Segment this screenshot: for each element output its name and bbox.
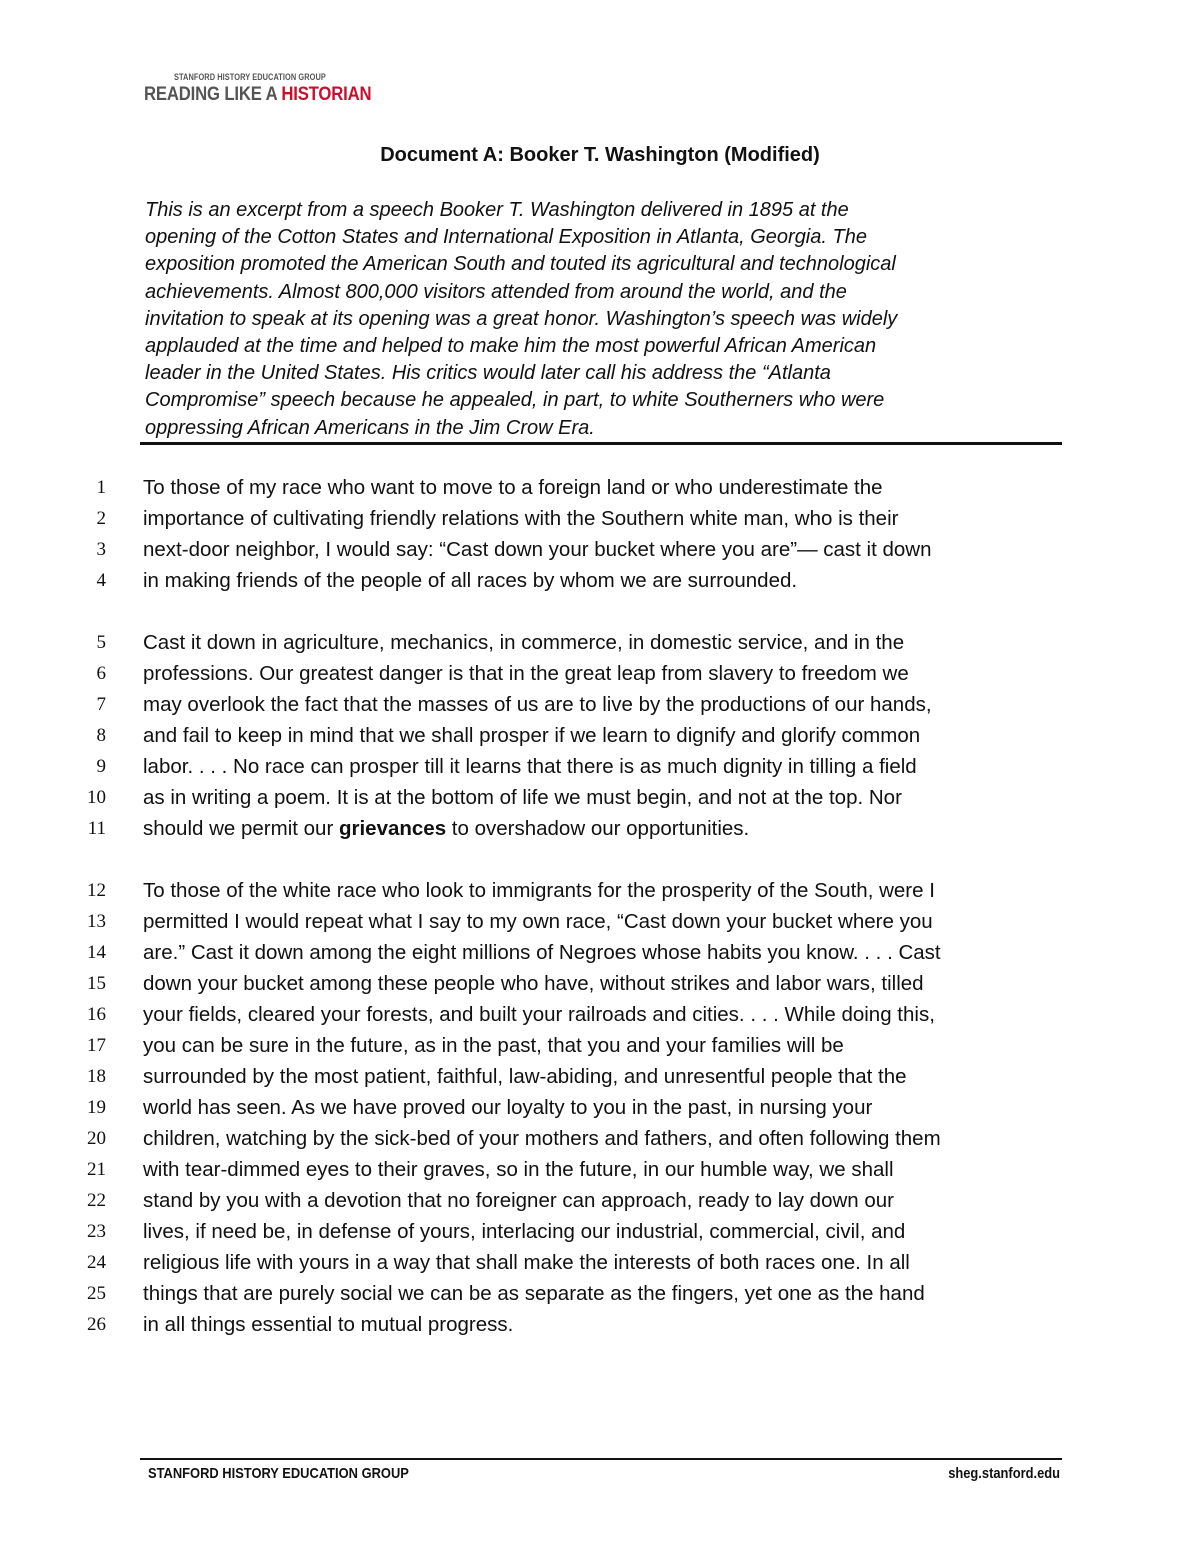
intro-line: leader in the United States. His critics would later call his address the “Atlanta xyxy=(145,362,831,385)
line-number: 2 xyxy=(96,508,106,529)
numbered-line xyxy=(0,782,1200,813)
numbered-line xyxy=(0,1030,1200,1061)
intro-paragraph xyxy=(145,197,1065,442)
numbered-line xyxy=(0,1154,1200,1185)
line-number: 14 xyxy=(87,942,106,963)
line-number: 22 xyxy=(87,1190,106,1211)
numbered-line xyxy=(0,1092,1200,1123)
numbered-line xyxy=(0,1309,1200,1340)
intro-line: Compromise” speech because he appealed, in part, to white Southerners who were xyxy=(145,389,885,412)
intro-line: oppressing African Americans in the Jim Crow Era. xyxy=(145,416,595,439)
intro-divider xyxy=(140,442,1062,445)
line-text-part: to overshadow our opportunities. xyxy=(446,817,750,840)
line-number: 19 xyxy=(87,1097,106,1118)
intro-line: This is an excerpt from a speech Booker T. Washington delivered in 1895 at the xyxy=(145,199,849,221)
numbered-line xyxy=(0,1185,1200,1216)
line-number: 23 xyxy=(87,1221,106,1242)
line-text: children, watching by the sick-bed of your mothers and fathers, and often following them xyxy=(143,1127,941,1150)
line-number: 21 xyxy=(87,1159,106,1180)
line-number: 12 xyxy=(87,880,106,901)
line-text xyxy=(143,813,749,844)
numbered-line xyxy=(0,751,1200,782)
line-text: To those of the white race who look to immigrants for the prosperity of the South, were I xyxy=(143,879,935,902)
numbered-line xyxy=(0,1247,1200,1278)
logo xyxy=(144,70,384,110)
line-number: 8 xyxy=(96,725,106,746)
intro-line: invitation to speak at its opening was a great honor. Washington’s speech was widely xyxy=(145,307,898,330)
logo-main-part-b: HISTORIAN xyxy=(281,84,372,105)
numbered-line xyxy=(0,565,1200,596)
line-text: in all things essential to mutual progress. xyxy=(143,1313,514,1336)
numbered-line xyxy=(0,813,1200,844)
numbered-line xyxy=(0,720,1200,751)
line-text: religious life with yours in a way that shall make the interests of both races one. In all xyxy=(143,1251,910,1274)
line-text: stand by you with a devotion that no foreigner can approach, ready to lay down our xyxy=(143,1189,895,1212)
numbered-line xyxy=(0,534,1200,565)
line-text: surrounded by the most patient, faithful, law-abiding, and unresentful people that the xyxy=(143,1065,907,1088)
speech-paragraph xyxy=(0,472,1200,596)
line-number: 4 xyxy=(96,570,106,591)
numbered-line xyxy=(0,658,1200,689)
line-text: and fail to keep in mind that we shall prosper if we learn to dignify and glorify common xyxy=(143,724,921,747)
line-number: 15 xyxy=(87,973,106,994)
logo-main-part-a: READING LIKE A xyxy=(144,84,282,105)
line-number: 17 xyxy=(87,1035,106,1056)
line-number: 5 xyxy=(96,632,106,653)
line-text: your fields, cleared your forests, and built your railroads and cities. . . . While doing this, xyxy=(143,1003,935,1026)
line-text: To those of my race who want to move to a foreign land or who underestimate the xyxy=(143,476,883,499)
numbered-line xyxy=(0,503,1200,534)
line-text: down your bucket among these people who have, without strikes and labor wars, tilled xyxy=(143,972,924,995)
line-text: you can be sure in the future, as in the past, that you and your families will be xyxy=(143,1034,844,1057)
speech-paragraph xyxy=(0,875,1200,1340)
footer-website: sheg.stanford.edu xyxy=(948,1465,1060,1482)
speech-text xyxy=(0,472,1200,1340)
numbered-line xyxy=(0,906,1200,937)
numbered-line xyxy=(0,1061,1200,1092)
numbered-line xyxy=(0,1216,1200,1247)
line-number: 1 xyxy=(96,477,106,498)
speech-paragraph xyxy=(0,627,1200,844)
line-number: 6 xyxy=(96,663,106,684)
line-number: 3 xyxy=(96,539,106,560)
line-text: importance of cultivating friendly relations with the Southern white man, who is their xyxy=(143,507,899,530)
line-number: 9 xyxy=(96,756,106,777)
line-number: 25 xyxy=(87,1283,106,1304)
intro-line: opening of the Cotton States and International Exposition in Atlanta, Georgia. The xyxy=(145,226,867,249)
numbered-line xyxy=(0,875,1200,906)
line-number: 13 xyxy=(87,911,106,932)
line-number: 26 xyxy=(87,1314,106,1335)
logo-small-text: STANFORD HISTORY EDUCATION GROUP xyxy=(174,72,326,82)
numbered-line xyxy=(0,999,1200,1030)
line-text: with tear-dimmed eyes to their graves, so in the future, in our humble way, we shall xyxy=(143,1158,894,1181)
footer-divider xyxy=(140,1458,1062,1460)
line-number: 10 xyxy=(87,787,106,808)
line-text: professions. Our greatest danger is that in the great leap from slavery to freedom we xyxy=(143,662,909,685)
line-text: in making friends of the people of all races by whom we are surrounded. xyxy=(143,569,798,592)
numbered-line xyxy=(0,968,1200,999)
numbered-line xyxy=(0,937,1200,968)
line-text: are.” Cast it down among the eight millions of Negroes whose habits you know. . . . Cast xyxy=(143,941,941,964)
footer-organization: STANFORD HISTORY EDUCATION GROUP xyxy=(148,1465,409,1482)
line-number: 16 xyxy=(87,1004,106,1025)
intro-line: applauded at the time and helped to make him the most powerful African American xyxy=(145,335,877,358)
line-text: labor. . . . No race can prosper till it learns that there is as much dignity in tilling a field xyxy=(143,755,917,778)
line-number: 7 xyxy=(96,694,106,715)
intro-line: achievements. Almost 800,000 visitors attended from around the world, and the xyxy=(145,280,847,303)
numbered-line xyxy=(0,1123,1200,1154)
line-number: 11 xyxy=(87,818,106,839)
document-title: Document A: Booker T. Washington (Modified) xyxy=(380,144,820,166)
numbered-line xyxy=(0,1278,1200,1309)
logo-main-text xyxy=(144,84,371,106)
line-text: next-door neighbor, I would say: “Cast down your bucket where you are”— cast it down xyxy=(143,538,932,561)
line-text-part: should we permit our xyxy=(143,817,339,840)
line-text: things that are purely social we can be as separate as the fingers, yet one as the hand xyxy=(143,1282,925,1305)
line-number: 24 xyxy=(87,1252,106,1273)
line-number: 18 xyxy=(87,1066,106,1087)
intro-line: exposition promoted the American South and touted its agricultural and technological xyxy=(145,253,896,276)
numbered-line xyxy=(0,627,1200,658)
line-text: world has seen. As we have proved our loyalty to you in the past, in nursing your xyxy=(143,1096,873,1119)
vocabulary-term: grievances xyxy=(338,817,447,840)
line-number: 20 xyxy=(87,1128,106,1149)
line-text: Cast it down in agriculture, mechanics, in commerce, in domestic service, and in the xyxy=(143,631,905,654)
numbered-line xyxy=(0,689,1200,720)
line-text: lives, if need be, in defense of yours, interlacing our industrial, commercial, civil, and xyxy=(143,1220,906,1243)
line-text: permitted I would repeat what I say to my own race, “Cast down your bucket where you xyxy=(143,910,933,933)
line-text: may overlook the fact that the masses of us are to live by the productions of our hands, xyxy=(143,693,932,716)
numbered-line xyxy=(0,472,1200,503)
line-text: as in writing a poem. It is at the bottom of life we must begin, and not at the top. Nor xyxy=(143,786,902,809)
